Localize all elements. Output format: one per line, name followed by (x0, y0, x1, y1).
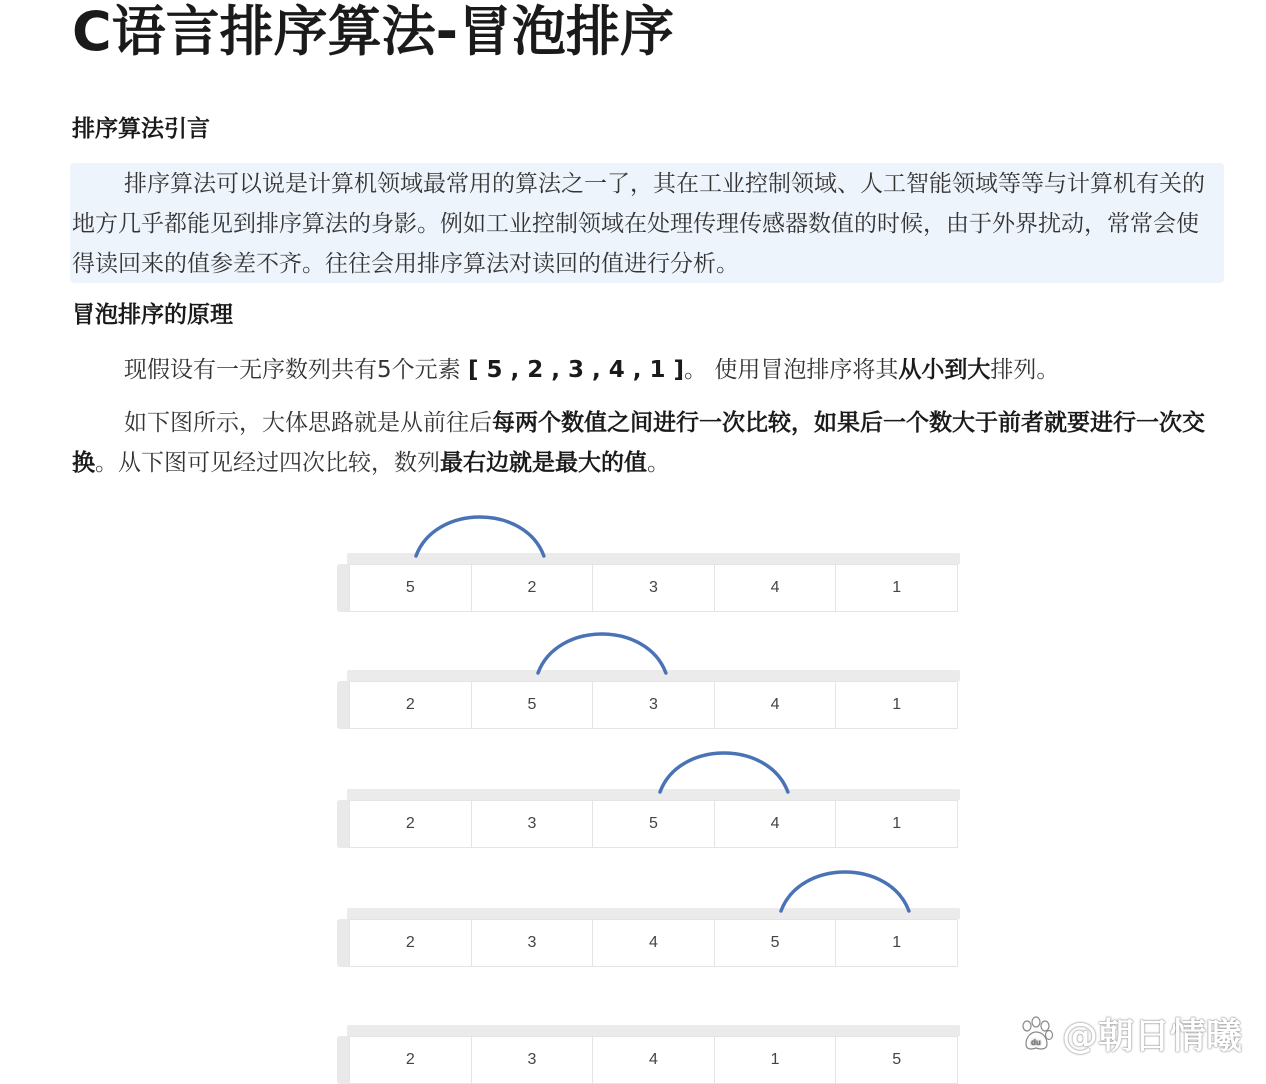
row-cells (349, 1036, 958, 1084)
p2-text-1: 如下图所示，大体思路就是从前往后 (124, 410, 492, 436)
compare-arc-icon (532, 629, 672, 679)
array-cell: 4 (715, 682, 837, 728)
row-cells (349, 681, 958, 729)
array-cell: 1 (892, 696, 902, 713)
watermark-text: @朝日情曦 (1061, 1016, 1242, 1057)
array-cell: 3 (593, 682, 715, 728)
compare-arc-path (781, 872, 909, 911)
array-cell: 5 (350, 565, 472, 611)
row-left-bar (337, 800, 349, 848)
array-cell: 1 (892, 815, 902, 832)
row-left-bar (337, 1036, 349, 1084)
intro-paragraph-text: 排序算法可以说是计算机领域最常用的算法之一了，其在工业控制领域、人工智能领域等等与计算机有关的地方几乎都能见到排序算法的身影。例如工业控制领域在处理传理传感器数值的时候，由于外界扰动，常常会使得读回来的值参差不齐。往往会用排序算法对读回的值进行分析。 (72, 171, 1205, 277)
compare-arc-path (538, 634, 666, 673)
array-cell: 2 (472, 565, 594, 611)
row-cells (349, 564, 958, 612)
array-cell: 3 (593, 565, 715, 611)
array-cell: 5 (892, 1051, 902, 1068)
array-cell: 3 (472, 801, 594, 847)
array-cell: 2 (350, 801, 472, 847)
row-top-bar (347, 789, 960, 800)
row-left-bar (337, 919, 349, 967)
array-cell: 5 (472, 682, 594, 728)
array-cell: 1 (892, 934, 902, 951)
section-heading-intro: 排序算法引言 (72, 116, 210, 142)
intro-paragraph (72, 164, 1208, 284)
array-cell: 5 (715, 920, 837, 966)
array-cell: 5 (593, 801, 715, 847)
p1-bold-order: 从小到大 (898, 357, 991, 383)
array-cell: 4 (715, 565, 837, 611)
array-row-1 (337, 564, 958, 612)
row-top-bar (347, 670, 960, 681)
array-row-2 (337, 681, 958, 729)
array-cell: 1 (892, 579, 902, 596)
svg-text:du: du (1030, 1037, 1041, 1047)
principle-paragraph-1 (72, 350, 1208, 390)
section-heading-principle: 冒泡排序的原理 (72, 302, 233, 328)
row-cells (349, 919, 958, 967)
row-top-bar (347, 908, 960, 919)
array-cell: 4 (715, 801, 837, 847)
row-top-bar (347, 1025, 960, 1036)
array-cell: 2 (350, 920, 472, 966)
compare-arc-path (660, 753, 788, 792)
p1-text-3: 排列。 (990, 357, 1060, 383)
p2-text-3: 。 (647, 450, 670, 476)
p1-text-2: 。 使用冒泡排序将其 (684, 357, 899, 383)
array-cell: 3 (472, 1037, 594, 1083)
array-cell: 4 (593, 1037, 715, 1083)
row-cells (349, 800, 958, 848)
compare-arc-icon (775, 867, 915, 917)
array-row-5 (337, 1036, 958, 1084)
row-top-bar (347, 553, 960, 564)
compare-arc-path (416, 517, 544, 556)
p2-bold-rule: 每两个数值之间进行一次比较，如果后一个数大于前者就要进行一次交换 (72, 410, 1205, 476)
page-title: C语言排序算法-冒泡排序 (72, 0, 675, 63)
array-cell: 3 (472, 920, 594, 966)
array-cell: 2 (350, 682, 472, 728)
p2-bold-result: 最右边就是最大的值 (440, 450, 647, 476)
array-row-3 (337, 800, 958, 848)
p1-text-1: 现假设有一无序数列共有5个元素 (124, 357, 468, 383)
principle-paragraph-2 (72, 403, 1208, 483)
paw-logo-icon (1016, 1014, 1056, 1054)
p2-text-2: 。从下图可见经过四次比较，数列 (95, 450, 440, 476)
row-left-bar (337, 681, 349, 729)
array-cell: 2 (350, 1037, 472, 1083)
row-left-bar (337, 564, 349, 612)
array-cell: 4 (593, 920, 715, 966)
compare-arc-icon (654, 748, 794, 798)
array-cell: 1 (715, 1037, 837, 1083)
compare-arc-icon (410, 512, 550, 562)
array-row-4 (337, 919, 958, 967)
p1-array-literal: [ 5 , 2 , 3 , 4 , 1 ] (467, 357, 685, 383)
watermark (1016, 1008, 1242, 1059)
